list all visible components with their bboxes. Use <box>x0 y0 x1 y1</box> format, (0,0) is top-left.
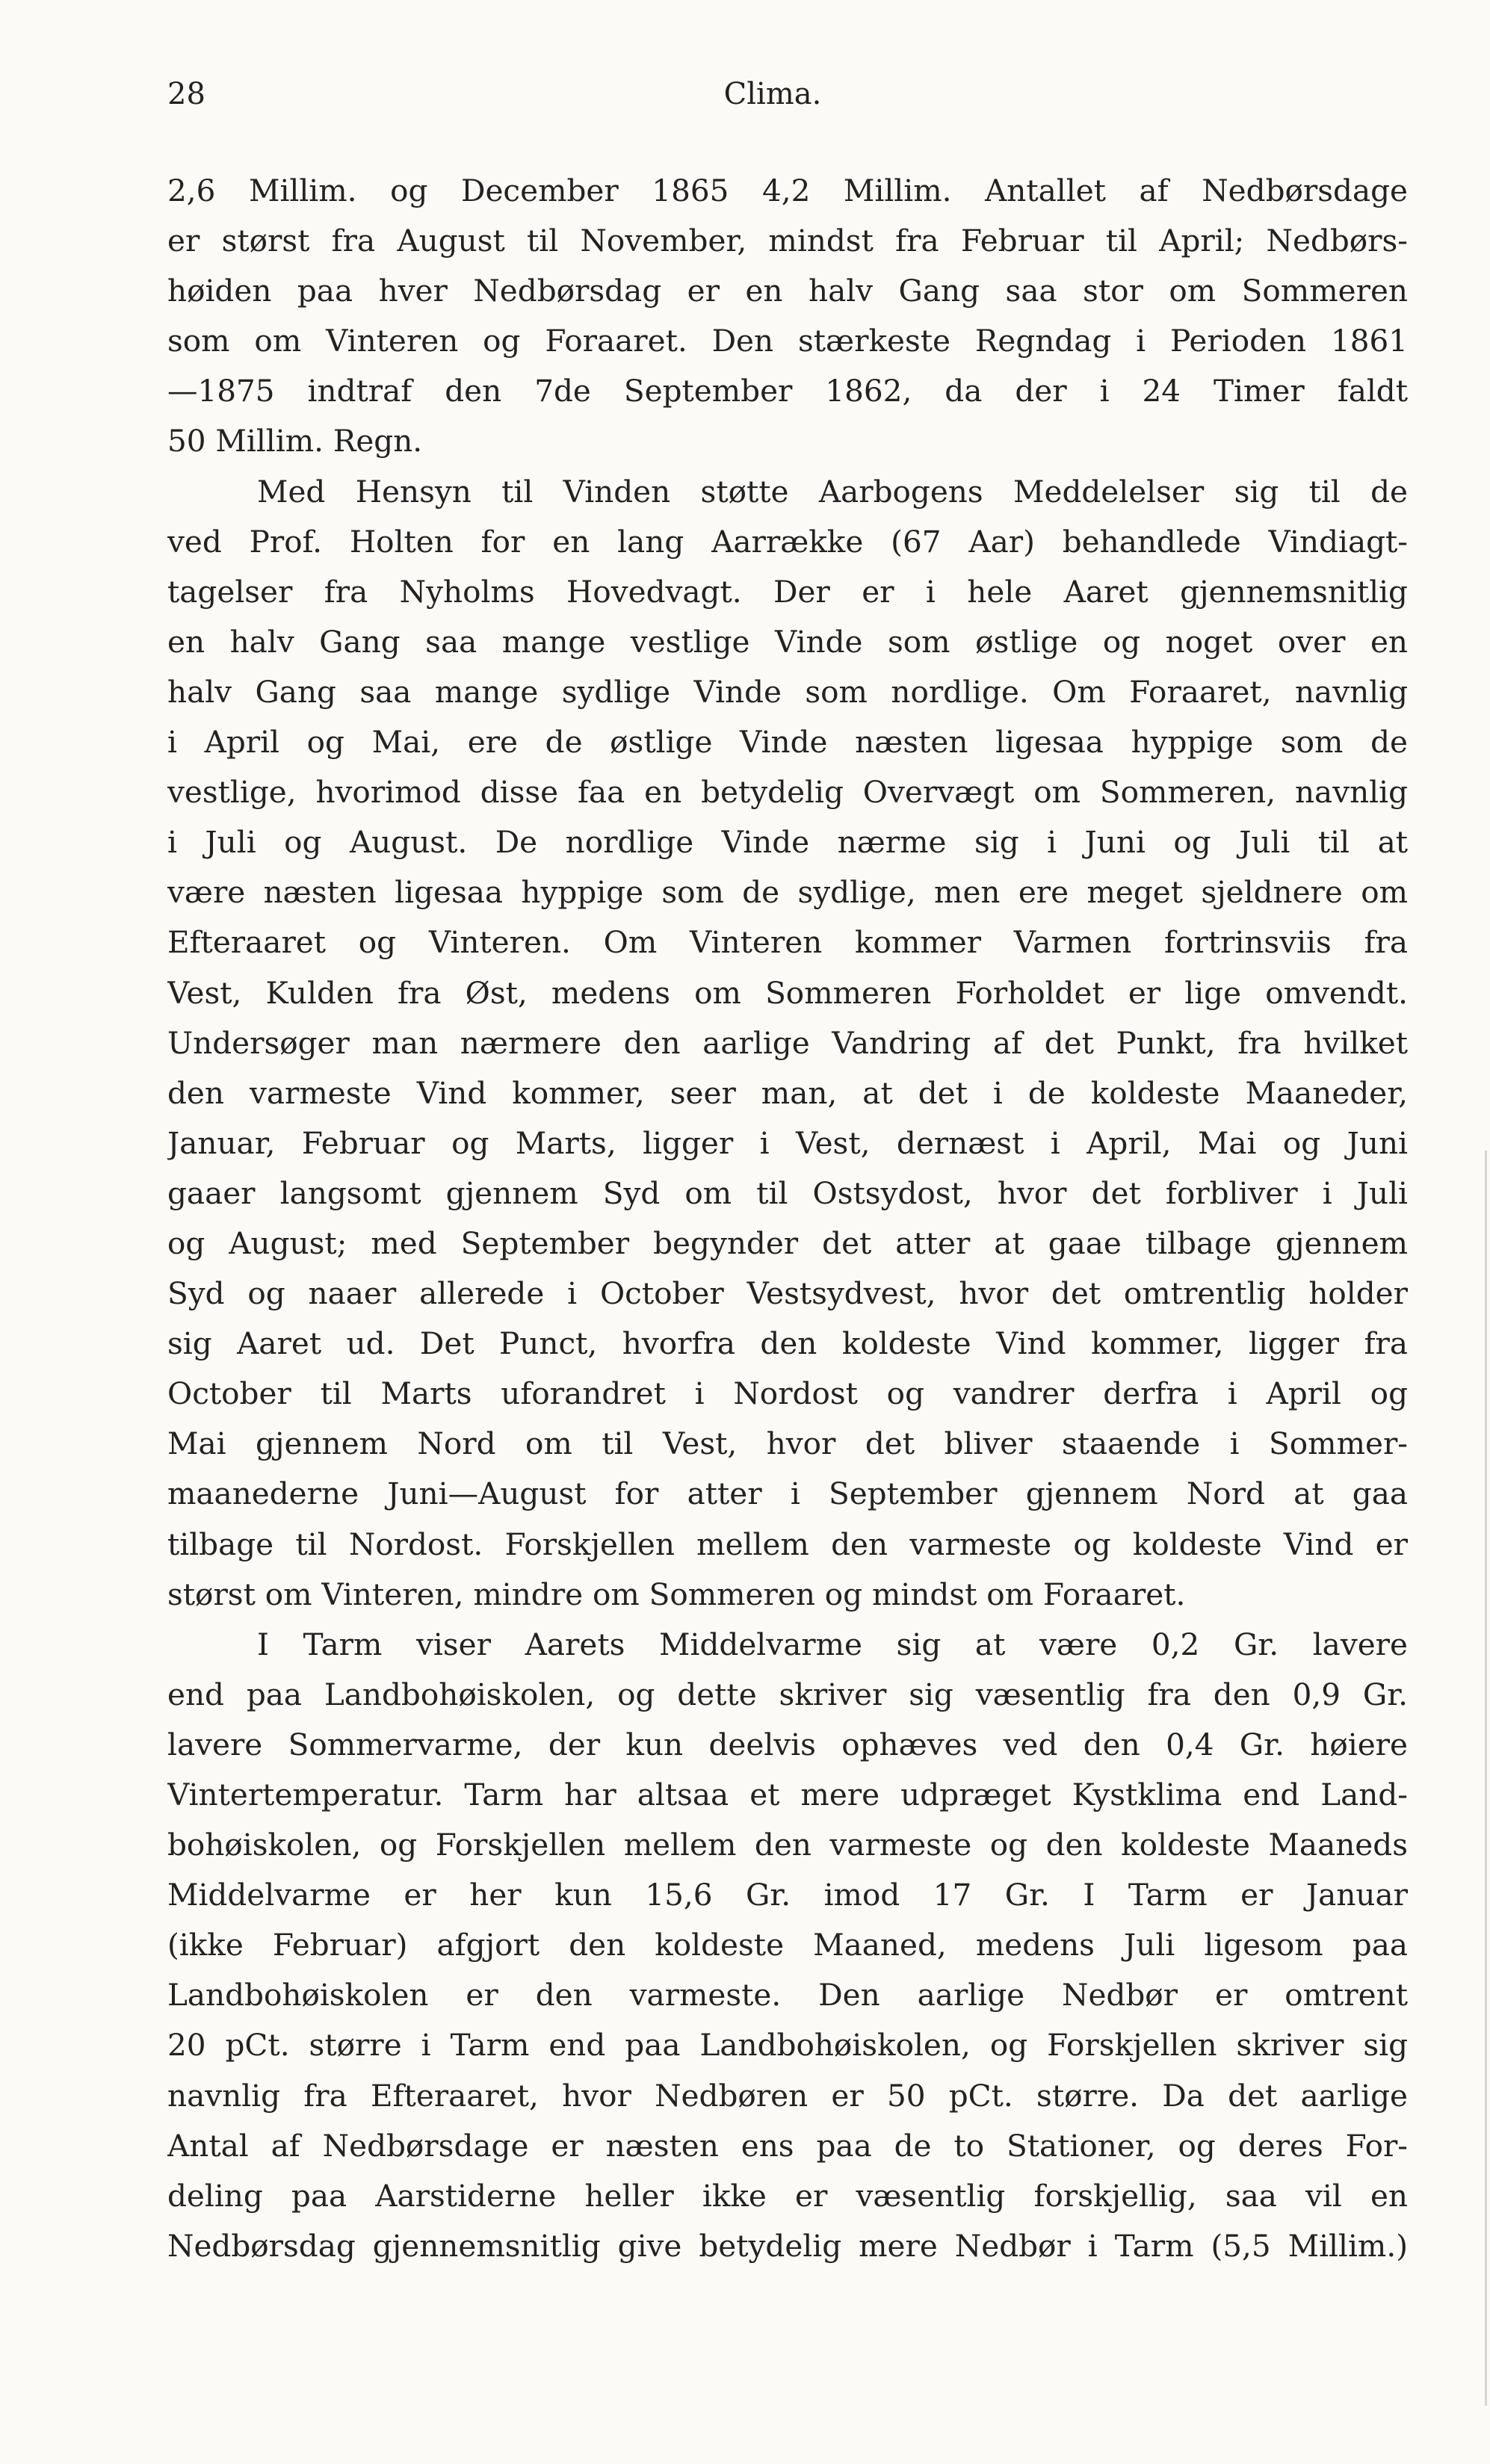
page-number: 28 <box>167 77 205 111</box>
text-line: størst om Vinteren, mindre om Sommeren og mindst om Foraaret. <box>167 1576 1186 1612</box>
text-line: i Juli og August. De nordlige Vinde nærme sig i Juni og Juli til at <box>167 824 1408 861</box>
text-line: Middelvarme er her kun 15,6 Gr. imod 17 Gr. I Tarm er Januar <box>167 1877 1408 1913</box>
text-line: ved Prof. Holten for en lang Aarrække (67 Aar) behandlede Vindiagt- <box>167 523 1408 560</box>
text-line: lavere Sommervarme, der kun deelvis ophæves ved den 0,4 Gr. høiere <box>167 1726 1408 1762</box>
text-line: Efteraaret og Vinteren. Om Vinteren kommer Varmen fortrinsviis fra <box>167 924 1408 961</box>
text-line: vestlige, hvorimod disse faa en betydelig Overvægt om Sommeren, navnlig <box>167 774 1408 811</box>
text-line: I Tarm viser Aarets Middelvarme sig at være 0,2 Gr. lavere <box>257 1626 1408 1662</box>
text-line: —1875 indtraf den 7de September 1862, da der i 24 Timer faldt <box>167 373 1408 409</box>
text-line: Landbohøiskolen er den varmeste. Den aarlige Nedbør er omtrent <box>167 1977 1408 2013</box>
text-line: halv Gang saa mange sydlige Vinde som nordlige. Om Foraaret, navnlig <box>167 673 1408 710</box>
text-line: Vintertemperatur. Tarm har altsaa et mere udpræget Kystklima end Land- <box>167 1777 1408 1813</box>
text-line: tilbage til Nordost. Forskjellen mellem den varmeste og koldeste Vind er <box>167 1526 1408 1562</box>
text-line: Januar, Februar og Marts, ligger i Vest, dernæst i April, Mai og Juni <box>167 1124 1408 1161</box>
text-line: og August; med September begynder det atter at gaae tilbage gjennem <box>167 1225 1408 1261</box>
text-line: Undersøger man nærmere den aarlige Vandring af det Punkt, fra hvilket <box>167 1024 1408 1061</box>
text-line: (ikke Februar) afgjort den koldeste Maaned, medens Juli ligesom paa <box>167 1927 1408 1963</box>
text-line: 2,6 Millim. og December 1865 4,2 Millim. Antallet af Nedbørsdage <box>167 173 1408 208</box>
text-line: gaaer langsomt gjennem Syd om til Ostsydost, hvor det forbliver i Juli <box>167 1174 1408 1211</box>
text-line: tagelser fra Nyholms Hovedvagt. Der er i hele Aaret gjennemsnitlig <box>167 573 1408 610</box>
text-line: Syd og naaer allerede i October Vestsydvest, hvor det omtrentlig holder <box>167 1275 1408 1312</box>
text-line: maanederne Juni—August for atter i September gjennem Nord at gaa <box>167 1476 1408 1512</box>
text-line: en halv Gang saa mange vestlige Vinde som østlige og noget over en <box>167 623 1408 660</box>
page-edge-line <box>1485 1151 1487 2406</box>
text-line: 50 Millim. Regn. <box>167 423 423 459</box>
text-line: være næsten ligesaa hyppige som de sydlige, men ere meget sjeldnere om <box>167 874 1408 911</box>
text-line: navnlig fra Efteraaret, hvor Nedbøren er 50 pCt. større. Da det aarlige <box>167 2077 1408 2114</box>
running-title: Clima. <box>723 77 822 111</box>
body-text <box>167 166 1408 2271</box>
text-line: Mai gjennem Nord om til Vest, hvor det bliver staaende i Sommer- <box>167 1426 1408 1462</box>
text-line: i April og Mai, ere de østlige Vinde næsten ligesaa hyppige som de <box>167 724 1408 761</box>
page-header <box>167 72 1408 117</box>
text-line: end paa Landbohøiskolen, og dette skriver sig væsentlig fra den 0,9 Gr. <box>167 1676 1408 1712</box>
text-line: Antal af Nedbørsdage er næsten ens paa de to Stationer, og deres For- <box>167 2127 1408 2164</box>
text-line: deling paa Aarstiderne heller ikke er væsentlig forskjellig, saa vil en <box>167 2177 1408 2214</box>
text-line: høiden paa hver Nedbørsdag er en halv Gang saa stor om Sommeren <box>167 273 1408 309</box>
text-line: sig Aaret ud. Det Punct, hvorfra den koldeste Vind kommer, ligger fra <box>167 1325 1408 1362</box>
text-line: som om Vinteren og Foraaret. Den stærkeste Regndag i Perioden 1861 <box>167 323 1408 359</box>
text-line: den varmeste Vind kommer, seer man, at det i de koldeste Maaneder, <box>167 1074 1408 1111</box>
text-line: Med Hensyn til Vinden støtte Aarbogens Meddelelser sig til de <box>257 473 1408 510</box>
text-line: Nedbørsdag gjennemsnitlig give betydelig mere Nedbør i Tarm (5,5 Millim.) <box>167 2227 1408 2264</box>
text-line: 20 pCt. større i Tarm end paa Landbohøiskolen, og Forskjellen skriver sig <box>167 2027 1408 2064</box>
text-line: October til Marts uforandret i Nordost og vandrer derfra i April og <box>167 1375 1408 1412</box>
text-line: er størst fra August til November, mindst fra Februar til April; Nedbørs- <box>167 223 1408 259</box>
text-line: bohøiskolen, og Forskjellen mellem den varmeste og den koldeste Maaneds <box>167 1827 1408 1863</box>
text-line: Vest, Kulden fra Øst, medens om Sommeren Forholdet er lige omvendt. <box>167 974 1408 1011</box>
